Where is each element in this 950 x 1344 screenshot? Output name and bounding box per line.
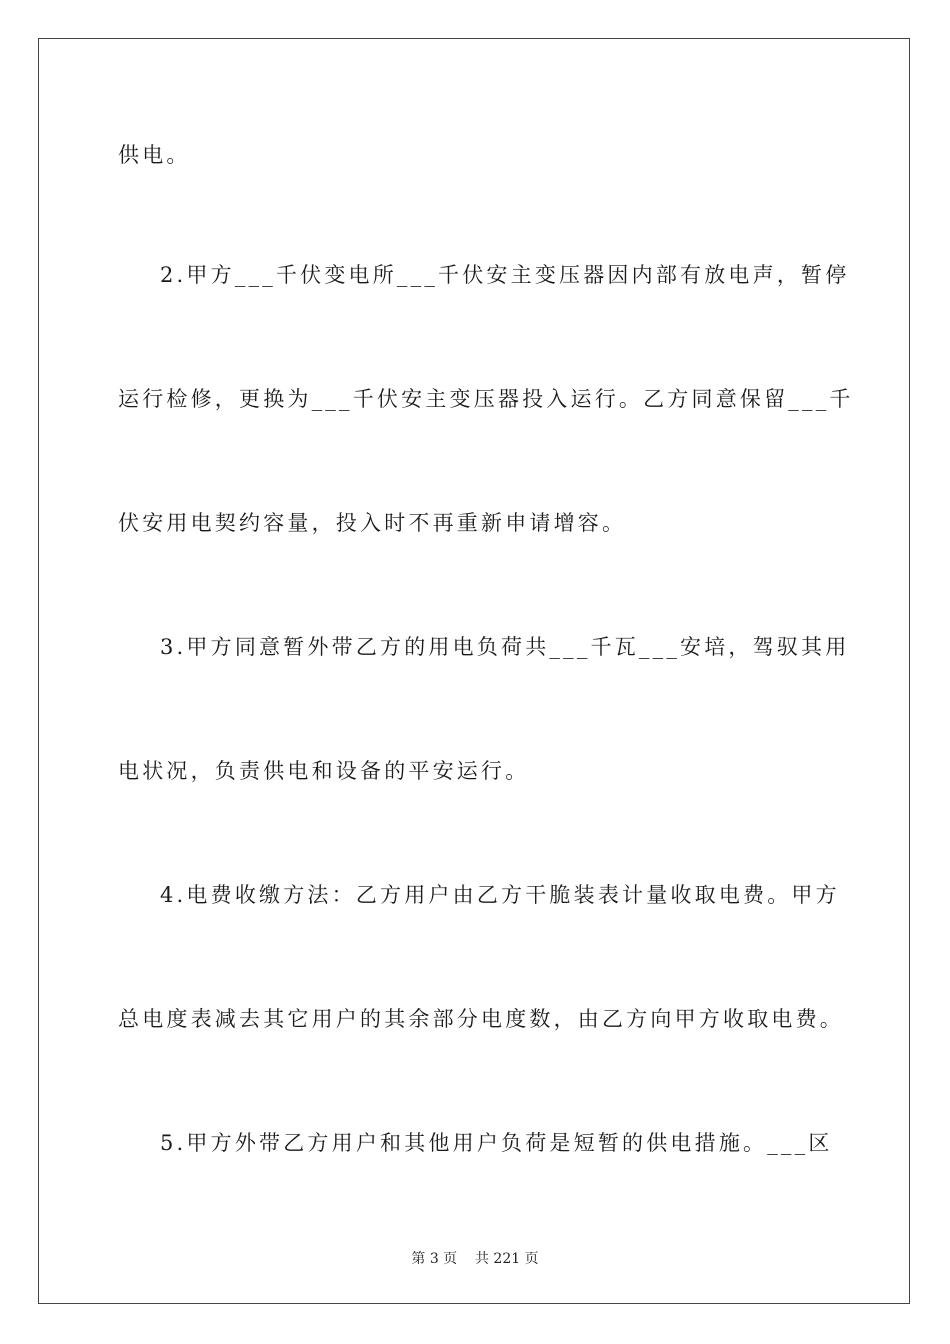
text-line-6: 电状况，负责供电和设备的平安运行。 <box>118 759 530 783</box>
text-line-9: 5.甲方外带乙方用户和其他用户负荷是短暂的供电措施。___区 <box>160 1131 833 1155</box>
text-line-3: 运行检修，更换为___千伏安主变压器投入运行。乙方同意保留___千 <box>118 387 854 411</box>
page-border <box>38 38 910 1304</box>
text-line-4: 伏安用电契约容量，投入时不再重新申请增容。 <box>118 511 627 535</box>
text-line-8: 总电度表减去其它用户的其余部分电度数，由乙方向甲方收取电费。 <box>118 1007 844 1031</box>
text-line-2: 2.甲方___千伏变电所___千伏安主变压器因内部有放电声，暂停 <box>160 263 850 287</box>
text-line-5: 3.甲方同意暂外带乙方的用电负荷共___千瓦___安培，驾驭其用 <box>160 635 850 659</box>
page-number-footer: 第 3 页 共 221 页 <box>411 1251 539 1267</box>
text-line-1: 供电。 <box>118 143 191 167</box>
text-line-7: 4.电费收缴方法：乙方用户由乙方干脆装表计量收取电费。甲方 <box>160 883 840 907</box>
